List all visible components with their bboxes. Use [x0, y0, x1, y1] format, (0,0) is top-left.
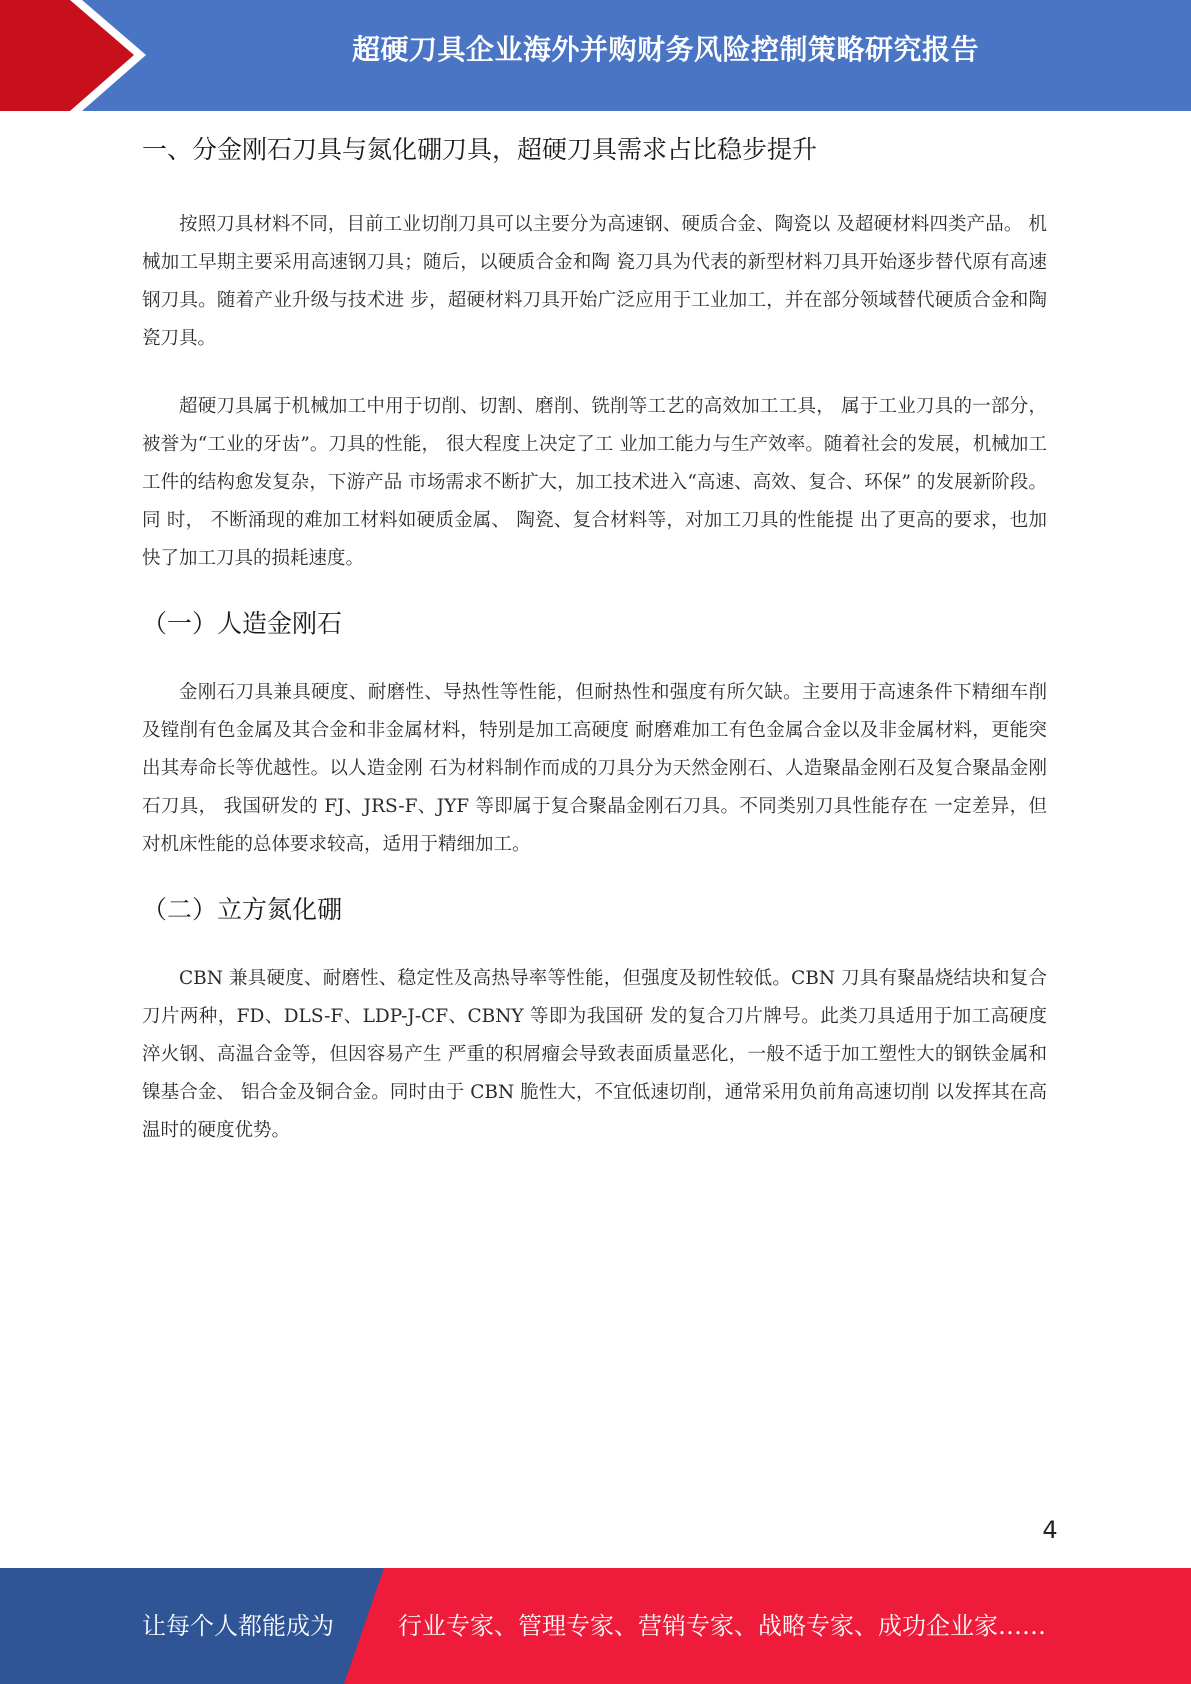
paragraph-diamond: 金刚石刀具兼具硬度、耐磨性、导热性等性能，但耐热性和强度有所欠缺。主要用于高速条件下精细车削及镗削有色金属及其合金和非金属材料，特别是加工高硬度 耐磨难加工有色金属合金以及非金属材料，更能突出其寿命长等优越性。以人造金刚 石为材料制作而成的刀具分为天然金刚石、人造聚晶金刚石及复合聚晶金刚石刀具， 我国研发的 FJ、JRS-F、JYF 等即属于复合聚晶金刚石刀具。不同类别刀具性能存在 一定差异，但对机床性能的总体要求较高，适用于精细加工。 — [142, 682, 1047, 855]
page-number: 4 — [1042, 1516, 1058, 1544]
section-heading: 一、分金刚石刀具与氮化硼刀具，超硬刀具需求占比稳步提升 — [142, 135, 818, 164]
paragraph-cbn: CBN 兼具硬度、耐磨性、稳定性及高热导率等性能，但强度及韧性较低。CBN 刀具有聚晶烧结块和复合刀片两种，FD、DLS-F、LDP-J-CF、CBNY 等即为我国研 发的复合刀片牌号。此类刀具适用于加工高硬度淬火钢、高温合金等，但因容易产生 严重的积屑瘤会导致表面质量恶化，一般不适于加工塑性大的钢铁金属和镍基合金、 铝合金及铜合金。同时由于 CBN 脆性大，不宜低速切削，通常采用负前角高速切削 以发挥其在高温时的硬度优势。 — [142, 968, 1047, 1141]
subsection-heading-cbn: （二）立方氮化硼 — [142, 895, 343, 924]
paragraph-tool-materials: 按照刀具材料不同，目前工业切削刀具可以主要分为高速钢、硬质合金、陶瓷以 及超硬材料四类产品。 机械加工早期主要采用高速钢刀具；随后，以硬质合金和陶 瓷刀具为代表的新型材料刀具开始逐步替代原有高速钢刀具。随着产业升级与技术进 步，超硬材料刀具开始广泛应用于工业加工，并在部分领域替代硬质合金和陶瓷刀具。 — [142, 214, 1047, 349]
footer-band — [0, 1568, 1191, 1684]
header-red-chevron — [0, 0, 134, 111]
document-body — [142, 128, 1047, 1180]
footer-slogan-right: 行业专家、管理专家、营销专家、战略专家、成功企业家…… — [398, 1612, 1046, 1640]
header-chevron-decoration — [0, 0, 160, 111]
subsection-heading-diamond: （一）人造金刚石 — [142, 609, 343, 638]
header-band — [0, 0, 1191, 111]
report-title: 超硬刀具企业海外并购财务风险控制策略研究报告 — [351, 33, 979, 66]
footer-slogan-left: 让每个人都能成为 — [142, 1612, 334, 1640]
paragraph-superhard-tools: 超硬刀具属于机械加工中用于切削、切割、磨削、铣削等工艺的高效加工工具， 属于工业刀具的一部分，被誉为“工业的牙齿”。刀具的性能， 很大程度上决定了工 业加工能力与生产效率。随着社会的发展，机械加工工件的结构愈发复杂，下游产品 市场需求不断扩大，加工技术进入“高速、高效、复合、环保” 的发展新阶段。同 时， 不断涌现的难加工材料如硬质金属、 陶瓷、复合材料等，对加工刀具的性能提 出了更高的要求，也加快了加工刀具的损耗速度。 — [142, 396, 1047, 569]
